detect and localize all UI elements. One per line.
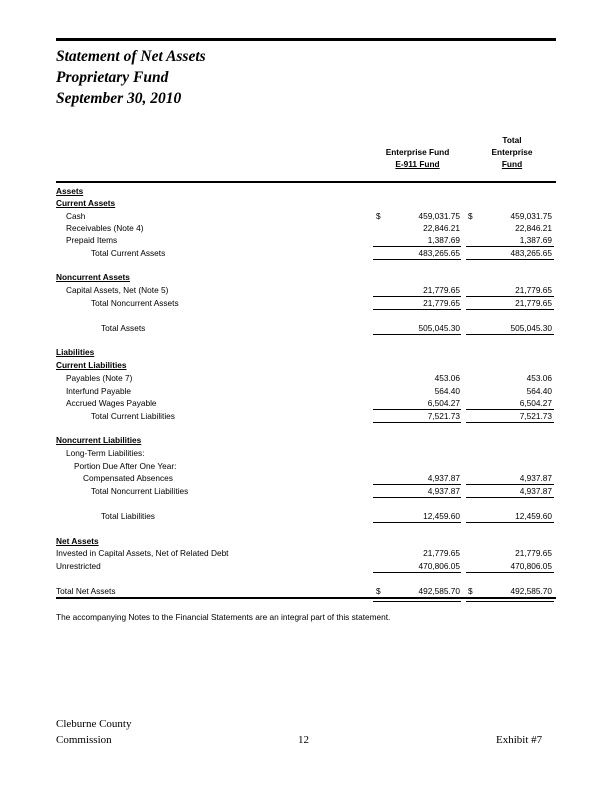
- row-label: Portion Due After One Year:: [74, 461, 177, 471]
- row-capital-assets: [0, 284, 612, 296]
- value-col1: 459,031.75: [418, 211, 460, 221]
- row-label: Cash: [66, 211, 86, 221]
- row-label: Accrued Wages Payable: [66, 398, 157, 408]
- title-line-3: September 30, 2010: [56, 90, 182, 107]
- title-line-1: Statement of Net Assets: [56, 48, 206, 65]
- row-portion-due: [0, 460, 612, 472]
- row-payables: [0, 372, 612, 384]
- value-col1: 21,779.65: [423, 298, 460, 308]
- subsection-noncurrent-assets: [0, 271, 612, 283]
- value-col1: 6,504.27: [427, 398, 460, 408]
- value-col2: 12,459.60: [515, 511, 552, 521]
- subtotal-rule: [373, 572, 461, 573]
- net-assets-heading: Net Assets: [56, 536, 99, 546]
- col2-header-line3: Fund: [501, 159, 523, 169]
- row-long-term: [0, 447, 612, 459]
- col1-header-line2: E-911 Fund: [395, 159, 440, 169]
- row-total-current-assets: [0, 247, 612, 259]
- value-col1: 564.40: [434, 386, 460, 396]
- value-col1: 505,045.30: [418, 323, 460, 333]
- row-label: Long-Term Liabilities:: [66, 448, 145, 458]
- grand-total-double-rule-lower: [466, 601, 554, 602]
- total-rule: [373, 497, 461, 498]
- row-label: Unrestricted: [56, 561, 101, 571]
- row-prepaid: [0, 234, 612, 246]
- value-col1: 22,846.21: [423, 223, 460, 233]
- total-rule: [466, 309, 554, 310]
- value-col2: 4,937.87: [519, 486, 552, 496]
- row-label: Invested in Capital Assets, Net of Related Debt: [56, 548, 229, 558]
- row-label: Total Noncurrent Assets: [91, 298, 179, 308]
- dollar-sign: $: [468, 211, 473, 221]
- total-rule: [373, 522, 461, 523]
- section-net-assets: [0, 535, 612, 547]
- noncurrent-liabilities-heading: Noncurrent Liabilities: [56, 435, 142, 445]
- value-col2: 21,779.65: [515, 548, 552, 558]
- total-rule: [466, 497, 554, 498]
- value-col2: 492,585.70: [510, 586, 552, 596]
- liabilities-heading: Liabilities: [56, 347, 95, 357]
- footer-entity-line2: Commission: [56, 734, 112, 746]
- header-rule: [56, 181, 556, 183]
- row-compensated-absences: [0, 472, 612, 484]
- value-col2: 6,504.27: [519, 398, 552, 408]
- row-label: Capital Assets, Net (Note 5): [66, 285, 169, 295]
- total-rule: [373, 334, 461, 335]
- row-label: Compensated Absences: [83, 473, 173, 483]
- col2-header-line1: Total: [502, 135, 522, 145]
- row-total-noncurrent-assets: [0, 297, 612, 309]
- noncurrent-assets-heading: Noncurrent Assets: [56, 272, 130, 282]
- row-label: Payables (Note 7): [66, 373, 133, 383]
- row-label: Total Liabilities: [101, 511, 155, 521]
- subsection-current-assets: [0, 197, 612, 209]
- row-label: Total Current Liabilities: [91, 411, 175, 421]
- row-label: Interfund Payable: [66, 386, 132, 396]
- row-label: Total Noncurrent Liabilities: [91, 486, 189, 496]
- value-col1: 492,585.70: [418, 586, 460, 596]
- value-col1: 453.06: [434, 373, 460, 383]
- value-col1: 4,937.87: [427, 486, 460, 496]
- assets-heading: Assets: [56, 186, 84, 196]
- value-col1: 21,779.65: [423, 285, 460, 295]
- col1-header-line1: Enterprise Fund: [385, 147, 450, 157]
- value-col1: 21,779.65: [423, 548, 460, 558]
- subtotal-rule: [466, 572, 554, 573]
- row-label: Total Net Assets: [56, 586, 116, 596]
- exhibit-label: Exhibit #7: [496, 734, 543, 746]
- title-line-2: Proprietary Fund: [56, 69, 169, 86]
- value-col2: 1,387.69: [519, 235, 552, 245]
- total-rule: [466, 522, 554, 523]
- row-invested-capital: [0, 547, 612, 559]
- grand-total-double-rule: [56, 597, 556, 599]
- grand-total-double-rule-lower: [373, 601, 461, 602]
- value-col1: 483,265.65: [418, 248, 460, 258]
- value-col2: 453.06: [526, 373, 552, 383]
- row-total-assets: [0, 322, 612, 334]
- row-receivables: [0, 222, 612, 234]
- value-col1: 12,459.60: [423, 511, 460, 521]
- row-label: Receivables (Note 4): [66, 223, 144, 233]
- value-col2: 7,521.73: [519, 411, 552, 421]
- statement-title-block: [56, 38, 556, 109]
- total-rule: [373, 422, 461, 423]
- title-top-rule: [56, 38, 556, 41]
- row-interfund: [0, 385, 612, 397]
- section-liabilities: [0, 346, 612, 358]
- value-col1: 470,806.05: [418, 561, 460, 571]
- row-label: Prepaid Items: [66, 235, 118, 245]
- subsection-current-liabilities: [0, 359, 612, 371]
- footer-entity-line1: Cleburne County: [56, 718, 132, 730]
- current-liabilities-heading: Current Liabilities: [56, 360, 127, 370]
- total-rule: [373, 309, 461, 310]
- row-label: Total Assets: [101, 323, 146, 333]
- value-col1: 7,521.73: [427, 411, 460, 421]
- statement-footnote: The accompanying Notes to the Financial Statements are an integral part of this statement.: [56, 612, 391, 622]
- row-total-net-assets: [0, 585, 612, 597]
- dollar-sign: $: [376, 211, 381, 221]
- subsection-noncurrent-liabilities: [0, 434, 612, 446]
- value-col2: 470,806.05: [510, 561, 552, 571]
- total-rule: [466, 334, 554, 335]
- row-unrestricted: [0, 560, 612, 572]
- value-col1: 4,937.87: [427, 473, 460, 483]
- row-cash: [0, 210, 612, 222]
- value-col2: 564.40: [526, 386, 552, 396]
- value-col1: 1,387.69: [427, 235, 460, 245]
- value-col2: 505,045.30: [510, 323, 552, 333]
- row-total-noncurrent-liabilities: [0, 485, 612, 497]
- row-label: Total Current Assets: [91, 248, 166, 258]
- value-col2: 21,779.65: [515, 285, 552, 295]
- row-total-current-liabilities: [0, 410, 612, 422]
- dollar-sign: $: [468, 586, 473, 596]
- current-assets-heading: Current Assets: [56, 198, 116, 208]
- row-accrued-wages: [0, 397, 612, 409]
- col2-header-line2: Enterprise: [491, 147, 533, 157]
- row-total-liabilities: [0, 510, 612, 522]
- value-col2: 483,265.65: [510, 248, 552, 258]
- dollar-sign: $: [376, 586, 381, 596]
- total-rule: [466, 422, 554, 423]
- value-col2: 4,937.87: [519, 473, 552, 483]
- value-col2: 22,846.21: [515, 223, 552, 233]
- value-col2: 459,031.75: [510, 211, 552, 221]
- page-number: 12: [298, 734, 309, 746]
- value-col2: 21,779.65: [515, 298, 552, 308]
- total-rule: [466, 259, 554, 260]
- total-rule: [373, 259, 461, 260]
- section-assets: [0, 185, 612, 197]
